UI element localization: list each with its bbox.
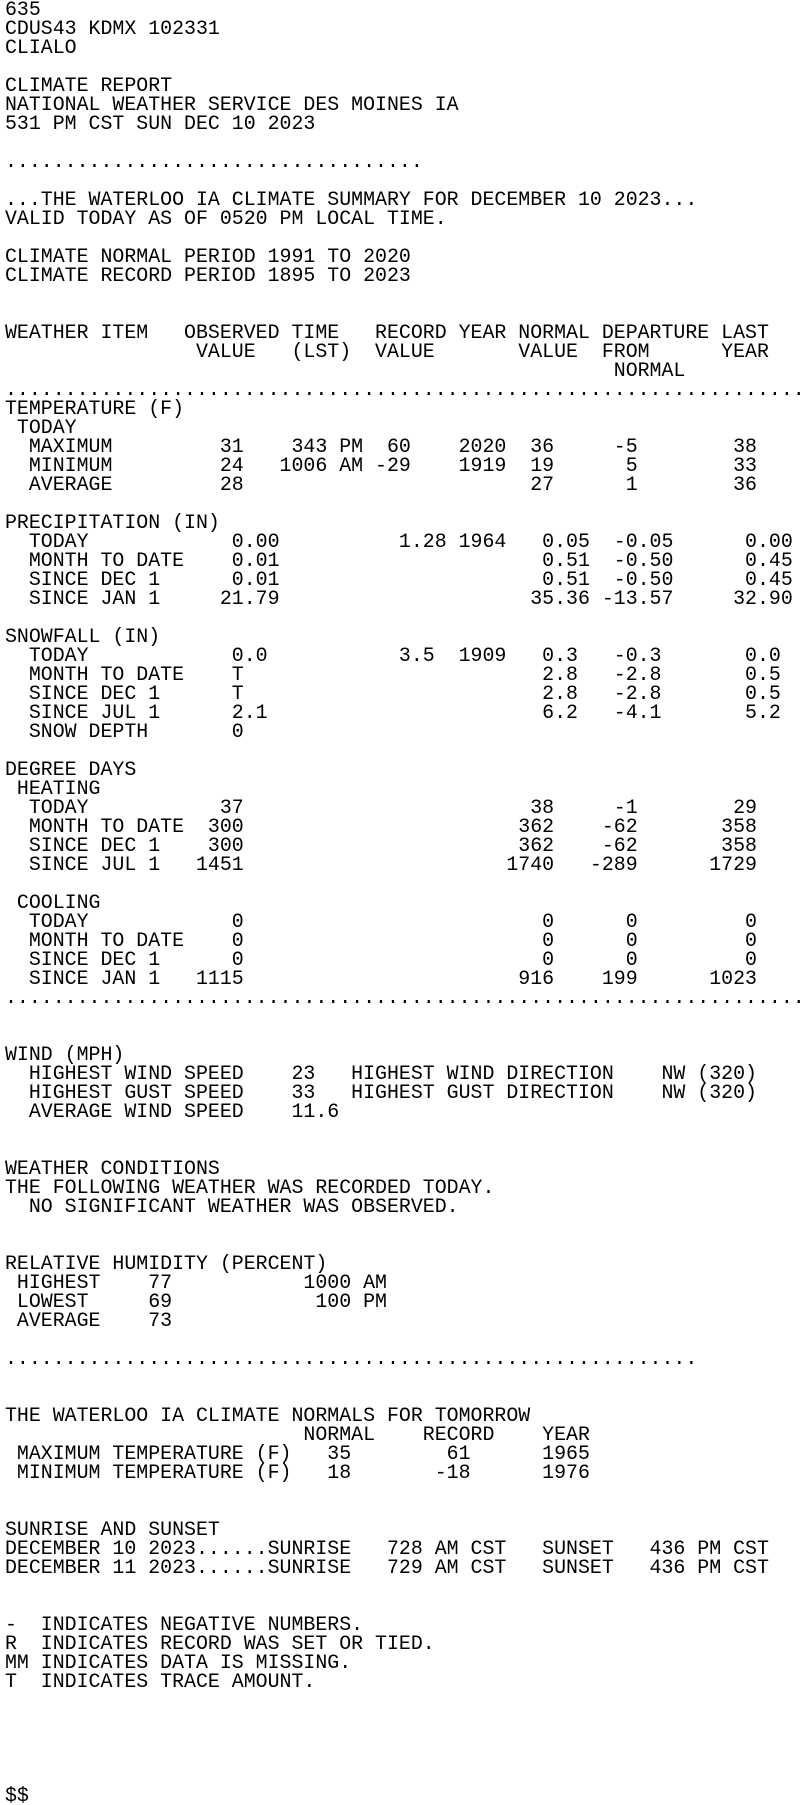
report-line: ................................................................... xyxy=(5,986,805,1009)
report-line: R INDICATES RECORD WAS SET OR TIED. xyxy=(5,1632,435,1655)
report-line: PRECIPITATION (IN) xyxy=(5,511,220,534)
report-line: SINCE JAN 1 1115 916 199 1023 xyxy=(5,967,757,990)
report-line xyxy=(5,1577,810,1596)
report-line xyxy=(5,1026,810,1045)
report-line: SINCE JAN 1 21.79 35.36 -13.57 32.90 xyxy=(5,587,793,610)
report-line: MONTH TO DATE 300 362 -62 358 xyxy=(5,815,757,838)
report-line xyxy=(5,1710,810,1729)
report-line: SINCE DEC 1 0 0 0 0 xyxy=(5,948,757,971)
report-line xyxy=(5,1691,810,1710)
report-line xyxy=(5,1482,810,1501)
report-line: - INDICATES NEGATIVE NUMBERS. xyxy=(5,1613,364,1636)
report-line: SINCE DEC 1 300 362 -62 358 xyxy=(5,834,757,857)
report-line xyxy=(5,1767,810,1786)
report-line: MONTH TO DATE 0 0 0 0 xyxy=(5,929,757,952)
report-line: HIGHEST 77 1000 AM xyxy=(5,1271,387,1294)
report-line: HIGHEST GUST SPEED 33 HIGHEST GUST DIRECTION NW (320) xyxy=(5,1081,757,1104)
report-line: 635 xyxy=(5,0,41,21)
report-line: NATIONAL WEATHER SERVICE DES MOINES IA xyxy=(5,93,459,116)
report-line: HEATING xyxy=(5,777,101,800)
report-line: ................................... xyxy=(5,150,423,173)
report-line: SINCE JUL 1 2.1 6.2 -4.1 5.2 xyxy=(5,701,781,724)
report-line: CLIMATE RECORD PERIOD 1895 TO 2023 xyxy=(5,264,411,287)
report-line xyxy=(5,1748,810,1767)
report-line: MINIMUM 24 1006 AM -29 1919 19 5 33 xyxy=(5,454,757,477)
report-line: MAXIMUM 31 343 PM 60 2020 36 -5 38 xyxy=(5,435,757,458)
report-line: WEATHER CONDITIONS xyxy=(5,1157,220,1180)
report-line: NO SIGNIFICANT WEATHER WAS OBSERVED. xyxy=(5,1195,459,1218)
report-line: TODAY 0 0 0 0 xyxy=(5,910,757,933)
report-line: .......................................................... xyxy=(5,1347,698,1370)
report-line: VALID TODAY AS OF 0520 PM LOCAL TIME. xyxy=(5,207,447,230)
report-line: DECEMBER 10 2023......SUNRISE 728 AM CST SUNSET 436 PM CST xyxy=(5,1537,769,1560)
report-line: AVERAGE 73 xyxy=(5,1309,173,1332)
report-line: SNOW DEPTH 0 xyxy=(5,720,244,743)
report-line: TODAY 0.00 1.28 1964 0.05 -0.05 0.00 xyxy=(5,530,793,553)
report-line: VALUE (LST) VALUE VALUE FROM YEAR xyxy=(5,340,769,363)
report-line xyxy=(5,1368,810,1387)
report-line: TODAY 37 38 -1 29 xyxy=(5,796,757,819)
report-line: MINIMUM TEMPERATURE (F) 18 -18 1976 xyxy=(5,1461,590,1484)
report-line: AVERAGE WIND SPEED 11.6 xyxy=(5,1100,340,1123)
report-line: CLIMATE REPORT xyxy=(5,74,173,97)
report-line: T INDICATES TRACE AMOUNT. xyxy=(5,1670,316,1693)
report-line: DEGREE DAYS xyxy=(5,758,137,781)
report-line xyxy=(5,1729,810,1748)
report-line: MONTH TO DATE T 2.8 -2.8 0.5 xyxy=(5,663,781,686)
report-line: CDUS43 KDMX 102331 xyxy=(5,17,220,40)
report-line: SINCE DEC 1 0.01 0.51 -0.50 0.45 xyxy=(5,568,793,591)
report-line: $$ xyxy=(5,1784,29,1805)
report-line: MONTH TO DATE 0.01 0.51 -0.50 0.45 xyxy=(5,549,793,572)
report-line: WEATHER ITEM OBSERVED TIME RECORD YEAR NORMAL DEPARTURE LAST xyxy=(5,321,769,344)
report-line xyxy=(5,1216,810,1235)
report-line: RELATIVE HUMIDITY (PERCENT) xyxy=(5,1252,328,1275)
report-line: AVERAGE 28 27 1 36 xyxy=(5,473,757,496)
report-line: DECEMBER 11 2023......SUNRISE 729 AM CST SUNSET 436 PM CST xyxy=(5,1556,769,1579)
report-line: MM INDICATES DATA IS MISSING. xyxy=(5,1651,352,1674)
report-line: TEMPERATURE (F) xyxy=(5,397,185,420)
report-line: MAXIMUM TEMPERATURE (F) 35 61 1965 xyxy=(5,1442,590,1465)
report-line: TODAY xyxy=(5,416,77,439)
report-line: NORMAL RECORD YEAR xyxy=(5,1423,590,1446)
report-line: WIND (MPH) xyxy=(5,1043,125,1066)
report-line xyxy=(5,285,810,304)
report-line: 531 PM CST SUN DEC 10 2023 xyxy=(5,112,316,135)
report-line: NORMAL xyxy=(5,359,686,382)
report-line: CLIALO xyxy=(5,36,77,59)
report-line: HIGHEST WIND SPEED 23 HIGHEST WIND DIRECTION NW (320) xyxy=(5,1062,757,1085)
report-line: COOLING xyxy=(5,891,101,914)
report-line: ...THE WATERLOO IA CLIMATE SUMMARY FOR DECEMBER 10 2023... xyxy=(5,188,698,211)
report-line xyxy=(5,874,810,893)
report-line: SINCE DEC 1 T 2.8 -2.8 0.5 xyxy=(5,682,781,705)
report-line: SINCE JUL 1 1451 1740 -289 1729 xyxy=(5,853,757,876)
report-line: CLIMATE NORMAL PERIOD 1991 TO 2020 xyxy=(5,245,411,268)
report-line: THE FOLLOWING WEATHER WAS RECORDED TODAY. xyxy=(5,1176,495,1199)
report-line: ................................................................... xyxy=(5,378,805,401)
report-line xyxy=(5,1007,810,1026)
report-line: THE WATERLOO IA CLIMATE NORMALS FOR TOMORROW xyxy=(5,1404,531,1427)
report-line: TODAY 0.0 3.5 1909 0.3 -0.3 0.0 xyxy=(5,644,781,667)
report-line: LOWEST 69 100 PM xyxy=(5,1290,387,1313)
report-line: SUNRISE AND SUNSET xyxy=(5,1518,220,1541)
report-line xyxy=(5,1121,810,1140)
report-line: SNOWFALL (IN) xyxy=(5,625,161,648)
